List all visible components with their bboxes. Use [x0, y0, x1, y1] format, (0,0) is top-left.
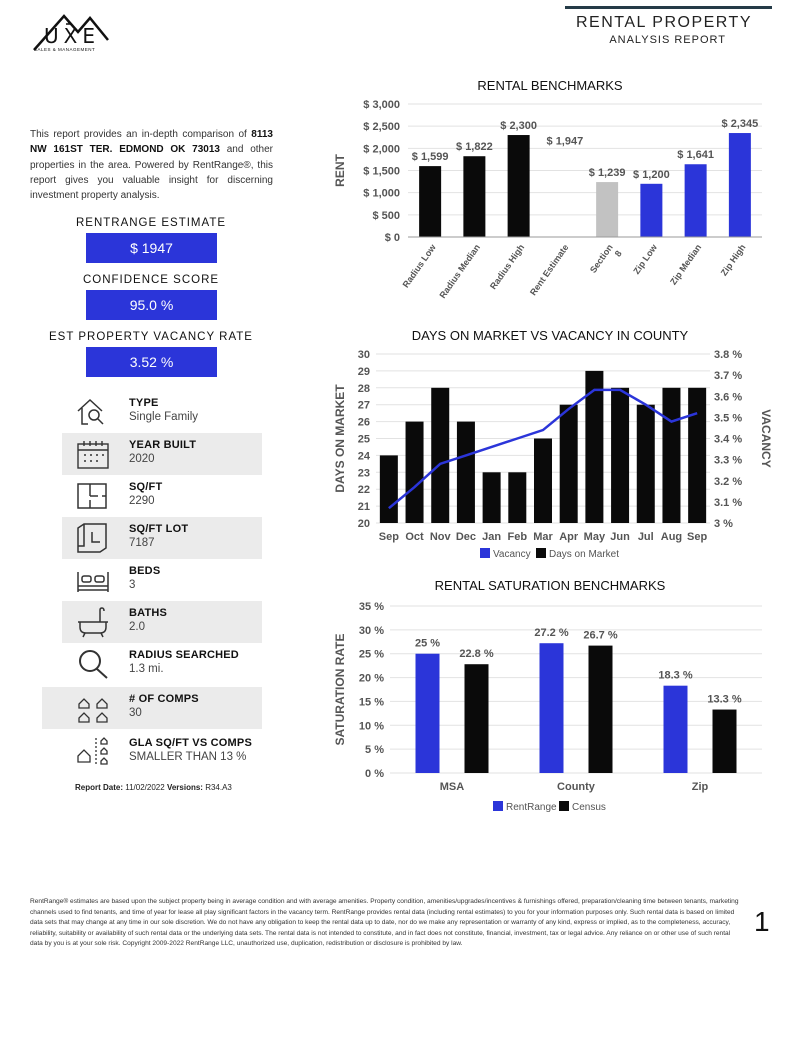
bar [637, 405, 655, 523]
gla-compare-icon [76, 736, 110, 768]
bar [560, 405, 578, 523]
legend-label: Census [572, 802, 606, 813]
rental-benchmarks-chart [330, 94, 770, 300]
x-tick-label: Mar [533, 531, 553, 543]
y2-tick-label: 3.3 % [714, 454, 743, 467]
bar [457, 422, 475, 523]
bar [688, 388, 706, 523]
bar [662, 388, 680, 523]
bar [713, 710, 737, 773]
x-tick-label: Radius Low [400, 242, 438, 290]
data-label: 27.2 % [534, 627, 569, 640]
x-tick-label: Sep [687, 531, 708, 543]
y-tick-label: 5 % [365, 744, 384, 757]
x-tick-label: Dec [455, 531, 477, 543]
bar [431, 388, 449, 523]
bar [416, 654, 440, 773]
x-tick-label: Feb [507, 531, 528, 543]
bar [729, 133, 751, 237]
y-tick-label: 25 [357, 433, 370, 446]
x-tick-label: Radius Median [437, 242, 483, 300]
x-tick-label: Jul [637, 531, 654, 543]
x-tick-label: Sep [378, 531, 399, 543]
x-tick-label: Section8 [587, 242, 624, 275]
property-address: 8113 NW 161ST TER. EDMOND OK 73013 [30, 129, 273, 156]
x-tick-label: Zip High [718, 242, 748, 278]
y-tick-label: 15 % [358, 696, 384, 709]
data-label: $ 1,822 [456, 141, 493, 154]
data-label: 18.3 % [658, 669, 693, 682]
bar [534, 439, 552, 524]
floorplan-icon [76, 480, 110, 512]
x-tick-label: Zip Low [631, 242, 660, 276]
y-tick-label: 30 [357, 349, 370, 361]
bar [380, 455, 398, 523]
saturation-title: RENTAL SATURATION BENCHMARKS [434, 578, 666, 593]
feature-sqft-lot: SQ/FT LOT 7187 [62, 517, 262, 559]
y2-tick-label: 3.6 % [714, 391, 743, 404]
bed-icon [76, 564, 110, 596]
house-search-icon [76, 396, 110, 428]
feature-gla-vs-comps: GLA SQ/FT VS COMPS SMALLER THAN 13 % [42, 731, 262, 773]
y2-tick-label: 3 % [714, 518, 733, 530]
data-label: $ 1,239 [588, 167, 626, 180]
y-tick-label: $ 500 [372, 209, 400, 222]
dom-vacancy-title: DAYS ON MARKET VS VACANCY IN COUNTY [411, 328, 689, 343]
y-tick-label: 20 % [358, 672, 384, 685]
y-tick-label: 35 % [358, 601, 384, 613]
report-subtitle: ANALYSIS REPORT [609, 34, 726, 46]
y-tick-label: 30 % [358, 624, 384, 637]
bar [685, 164, 707, 237]
legend-swatch [480, 548, 490, 558]
x-tick-label: Radius High [487, 242, 527, 292]
bar [465, 664, 489, 773]
y-tick-label: $ 3,000 [363, 99, 400, 111]
y-tick-label: 23 [357, 467, 370, 480]
y-tick-label: 20 [357, 518, 370, 530]
x-tick-label: Zip [691, 781, 709, 793]
dom-vacancy-chart [330, 344, 780, 570]
y-axis-label: SATURATION RATE [333, 633, 347, 746]
vacancy-rate-value: 3.52 % [86, 347, 217, 377]
x-tick-label: Rent Estimate [527, 242, 571, 298]
y-tick-label: 24 [357, 450, 370, 463]
vacancy-rate-label: EST PROPERTY VACANCY RATE [49, 331, 253, 343]
y-tick-label: 28 [357, 382, 370, 395]
legend-label: Days on Market [549, 549, 620, 560]
y2-tick-label: 3.1 % [714, 496, 743, 509]
data-label: 13.3 % [707, 693, 742, 706]
feature-sqft: SQ/FT 2290 [62, 475, 262, 517]
x-tick-label: MSA [439, 781, 465, 793]
data-label: $ 1,599 [411, 151, 449, 164]
confidence-label: CONFIDENCE SCORE [82, 274, 220, 286]
y-tick-label: 10 % [358, 720, 384, 733]
x-tick-label: Nov [429, 531, 451, 543]
y2-tick-label: 3.8 % [714, 349, 743, 361]
disclaimer: RentRange® estimates are based upon the subject property being in average condition and with average amenities. Property condition, amenities/upgrades/incentives & furnishings offered, preparation/cleaning time between tenants, marketing channels used to find tenants, and time of year for lease all play significant factors in the vacancy term. RentRange provides rental data (including rental estimates) to you for your information purposes only. Such rental data is based on limited data sets that may change at any time in our sole discretion. We do not have any obligation to keep the rental data up to date, nor do we make any representation or warranty of any kind, express or implied, as to the completeness, accuracy, reliability, suitability or availability of such rental data or the underlying data sets. The rental data is not intended to constitute, and in fact does not constitute, financial, investment, tax or legal advice. Any reliance on or other use of such rental data by you is at your sole risk. Copyright 2009-2022 RentRange LLC, unauthorized use, duplication, redistribution or disclosure is prohibited by law. [30, 898, 739, 948]
bathtub-icon [76, 606, 110, 638]
bar [463, 156, 485, 237]
feature-type: TYPE Single Family [62, 391, 262, 433]
y-tick-label: 0 % [365, 768, 384, 780]
legend-swatch [559, 801, 569, 811]
bar [664, 686, 688, 773]
estimate-label: RENTRANGE ESTIMATE [75, 217, 227, 229]
x-tick-label: Apr [559, 531, 579, 543]
x-tick-label: Aug [660, 531, 683, 543]
data-label: $ 2,345 [721, 118, 759, 131]
y2-tick-label: 3.2 % [714, 475, 743, 488]
x-tick-label: May [583, 531, 606, 543]
bar [540, 643, 564, 773]
x-tick-label: County [557, 781, 595, 793]
x-tick-label: Jan [482, 531, 502, 543]
data-label: $ 1,200 [633, 168, 670, 181]
feature-num-comps: # OF COMPS 30 [42, 687, 262, 729]
houses-icon [76, 692, 110, 724]
estimate-value: $ 1947 [86, 233, 217, 263]
legend-swatch [536, 548, 546, 558]
bar [483, 472, 501, 523]
confidence-value: 95.0 % [86, 290, 217, 320]
logo-wordmark: UXE [44, 24, 100, 48]
y2-tick-label: 3.4 % [714, 433, 743, 446]
y-tick-label: $ 2,500 [363, 121, 400, 134]
y-tick-label: $ 1,000 [363, 187, 400, 200]
magnifier-icon [76, 648, 110, 680]
y-tick-label: $ 1,500 [363, 165, 400, 178]
data-label: 26.7 % [583, 629, 618, 642]
rental-benchmarks-title: RENTAL BENCHMARKS [477, 78, 623, 93]
bar [406, 422, 424, 523]
bar [640, 184, 662, 237]
saturation-chart [330, 596, 770, 818]
feature-year-built: YEAR BUILT 2020 [62, 433, 262, 475]
x-tick-label: Jun [610, 531, 630, 543]
y-axis-label: RENT [333, 154, 347, 187]
x-tick-label: Zip Median [668, 242, 704, 287]
report-title: RENTAL PROPERTY [575, 14, 752, 31]
feature-radius-searched: RADIUS SEARCHED 1.3 mi. [62, 643, 262, 685]
lot-icon [76, 522, 110, 554]
bar [611, 388, 629, 523]
feature-beds: BEDS 3 [62, 559, 262, 601]
y-tick-label: 29 [357, 365, 370, 378]
calendar-icon [76, 438, 110, 470]
y2-tick-label: 3.7 % [714, 370, 743, 383]
report-date: Report Date: 11/02/2022 Versions: R34.A3 [75, 783, 232, 792]
legend-label: RentRange [506, 802, 557, 813]
y-tick-label: 22 [357, 484, 370, 497]
data-label: $ 1,641 [677, 149, 714, 162]
y2-axis-label: VACANCY [759, 409, 773, 468]
logo-tagline: SALES & MANAGEMENT [34, 47, 96, 52]
bar [419, 166, 441, 237]
intro-paragraph: This report provides an in-depth comparison of 8113 NW 161ST TER. EDMOND OK 73013 and other properties in the area. Powered by RentRange®, this report gives you valuable insight for discerning investment property analysis. [30, 129, 273, 202]
legend-label: Vacancy [493, 549, 531, 560]
bar [596, 182, 618, 237]
data-label: $ 1,947 [546, 135, 584, 148]
y-tick-label: 21 [357, 501, 370, 514]
feature-baths: BATHS 2.0 [62, 601, 262, 643]
bar [508, 135, 530, 237]
header-rule [565, 6, 772, 9]
bar [589, 646, 613, 773]
y-axis-label: DAYS ON MARKET [333, 384, 347, 493]
legend-swatch [493, 801, 503, 811]
data-label: 22.8 % [459, 648, 494, 661]
bar [508, 472, 526, 523]
y-tick-label: 25 % [358, 648, 384, 661]
y-tick-label: 27 [357, 399, 370, 412]
y-tick-label: $ 0 [384, 232, 400, 244]
y-tick-label: 26 [357, 416, 370, 429]
page-number: 1 [754, 906, 770, 937]
data-label: 25 % [414, 637, 441, 650]
y-tick-label: $ 2,000 [363, 143, 400, 156]
y2-tick-label: 3.5 % [714, 412, 743, 425]
x-tick-label: Oct [405, 531, 424, 543]
data-label: $ 2,300 [500, 120, 537, 133]
